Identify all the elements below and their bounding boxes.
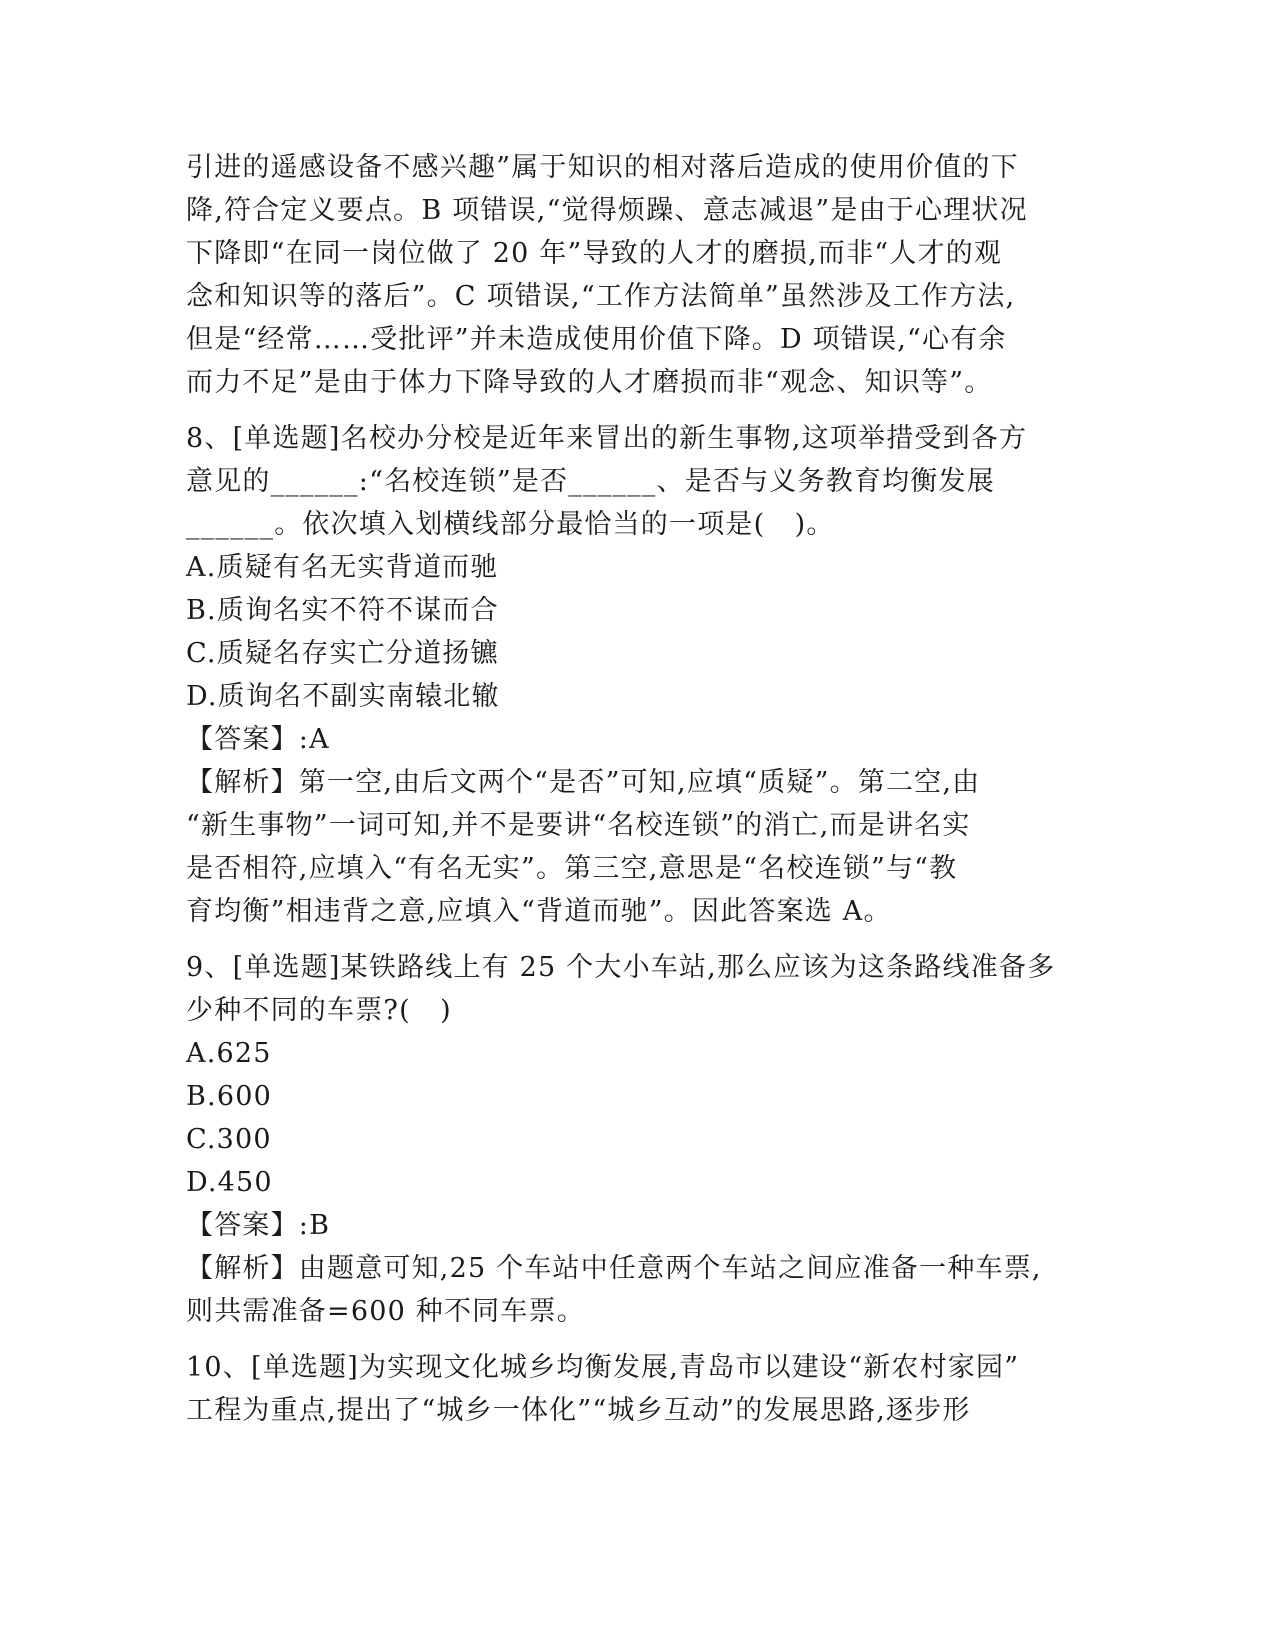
- text-line: 念和知识等的落后”。C 项错误,“工作方法简单”虽然涉及工作方法,: [186, 281, 1016, 312]
- question-10: [186, 1346, 1086, 1432]
- question-stem-line: 10、[单选题]为实现文化城乡均衡发展,青岛市以建设“新农村家园”: [186, 1352, 1020, 1383]
- question-stem-line: 8、[单选题]名校办分校是近年来冒出的新生事物,这项举措受到各方: [186, 423, 1028, 454]
- explanation-line: 是否相符,应填入“有名无实”。第三空,意思是“名校连锁”与“教: [186, 853, 958, 884]
- question-stem-line: 工程为重点,提出了“城乡一体化”“城乡互动”的发展思路,逐步形: [186, 1395, 971, 1426]
- text-line: 下降即“在同一岗位做了 20 年”导致的人才的磨损,而非“人才的观: [186, 238, 1003, 269]
- answer-line: 【答案】:A: [186, 724, 330, 755]
- question-stem-line: 9、[单选题]某铁路线上有 25 个大小车站,那么应该为这条路线准备多: [186, 952, 1056, 983]
- text-line: 引进的遥感设备不感兴趣”属于知识的相对落后造成的使用价值的下: [186, 152, 1019, 183]
- explanation-line: 【解析】第一空,由后文两个“是否”可知,应填“质疑”。第二空,由: [186, 767, 981, 798]
- option-d: D.450: [186, 1167, 273, 1198]
- option-b: B.质询名实不符不谋而合: [186, 595, 499, 626]
- explanation-line: “新生事物”一词可知,并不是要讲“名校连锁”的消亡,而是讲名实: [186, 810, 971, 841]
- text-line: 但是“经常……受批评”并未造成使用价值下降。D 项错误,“心有余: [186, 324, 1007, 355]
- explanation-line: 育均衡”相违背之意,应填入“背道而驰”。因此答案选 A。: [186, 896, 892, 927]
- question-stem-line: ______。依次填入划横线部分最恰当的一项是( )。: [186, 509, 835, 540]
- explanation-line: 【解析】由题意可知,25 个车站中任意两个车站之间应准备一种车票,: [186, 1253, 1042, 1284]
- text-line: 降,符合定义要点。B 项错误,“觉得烦躁、意志减退”是由于心理状况: [186, 195, 1028, 226]
- option-c: C.300: [186, 1124, 272, 1155]
- option-b: B.600: [186, 1081, 272, 1112]
- option-d: D.质询名不副实南辕北辙: [186, 681, 500, 712]
- question-8: [186, 417, 1086, 933]
- text-line: 而力不足”是由于体力下降导致的人才磨损而非“观念、知识等”。: [186, 367, 993, 398]
- question-9: [186, 946, 1086, 1333]
- option-c: C.质疑名存实亡分道扬镳: [186, 638, 499, 669]
- option-a: A.625: [186, 1038, 272, 1069]
- answer-line: 【答案】:B: [186, 1210, 331, 1241]
- option-a: A.质疑有名无实背道而驰: [186, 552, 499, 583]
- document-page: [186, 146, 1086, 1432]
- q7-explanation-continued: [186, 146, 1086, 404]
- explanation-line: 则共需准备=600 种不同车票。: [186, 1296, 585, 1327]
- question-stem-line: 少种不同的车票?( ): [186, 995, 452, 1026]
- question-stem-line: 意见的______:“名校连锁”是否______、是否与义务教育均衡发展: [186, 466, 995, 497]
